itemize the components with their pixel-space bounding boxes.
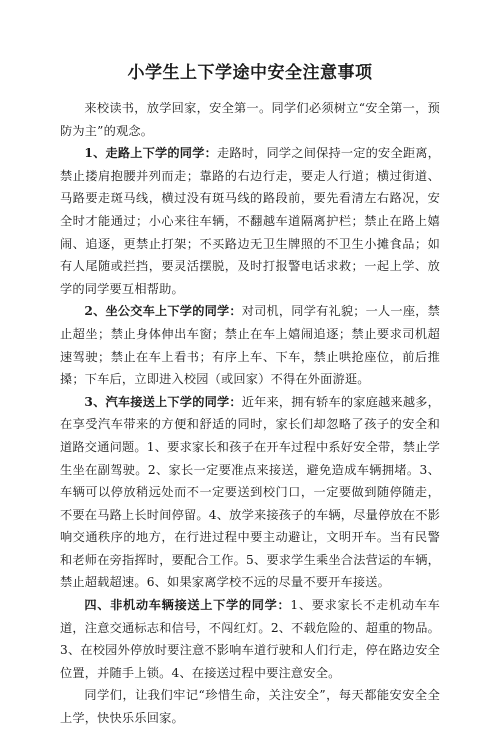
section-bus	[60, 300, 440, 390]
closing-paragraph: 同学们，让我们牢记“珍惜生命，关注安全”，每天都能安安全全上学，快快乐乐回家。	[60, 688, 440, 726]
section-body: 近年来，拥有轿车的家庭越来越多，在享受汽车带来的方便和舒适的同时，家长们却忽略了孩子的安全和道路交通问题。1、要求家长和孩子在开车过程中系好安全带，禁止学生坐在副驾驶。2、家长一定要准点来接送，避免造成车辆拥堵。3、车辆可以停放稍远处而不一定要送到校门口，一定要做到随停随走，不要在马路上长时间停留。4、放学来接孩子的车辆，尽量停放在不影响交通秩序的地方，在行进过程中要主动避让，文明开车。当有民警和老师在旁指挥时，要配合工作。5、要求学生乘坐合法营运的车辆，禁止超载超速。6、如果家离学校不远的尽量不要开车接送。	[60, 394, 440, 590]
section-non-motor	[60, 594, 440, 684]
document-title: 小学生上下学途中安全注意事项	[127, 63, 373, 83]
section-body: 走路时，同学之间保持一定的安全距离，禁止搂肩抱腰并列而走；靠路的右边行走，要走人行道；横过街道、马路要走斑马线，横过没有斑马线的路段前，要先看清左右路况，安全时才能通过；小心来往车辆，不翻越车道隔离护栏；禁止在路上嬉闹、追逐，更禁止打架；不买路边无卫生牌照的不卫生小摊食品；如有人尾随或拦挡，要灵活摆脱，及时打报警电话求救；一起上学、放学的同学要互相帮助。	[60, 146, 440, 296]
section-heading: 3、汽车接送上下学的同学：	[84, 394, 242, 409]
section-heading: 1、走路上下学的同学：	[84, 146, 217, 161]
section-heading: 四、非机动车辆接送上下学的同学：	[84, 598, 291, 613]
section-walking	[60, 142, 440, 300]
intro-paragraph: 来校读书，放学回家，安全第一。同学们必须树立“安全第一，预防为主”的观念。	[60, 101, 440, 138]
section-car	[60, 391, 440, 594]
section-body: 1、要求家长不走机动车车道，注意交通标志和信号，不闯红灯。2、不载危险的、超重的物品。3、在校园外停放时要注意不影响车道行驶和人们行走，停在路边安全位置，并随手上锁。4、在接送过程中要注意安全。	[60, 598, 440, 680]
section-heading: 2、坐公交车上下学的同学：	[84, 304, 242, 319]
section-body: 对司机，同学有礼貌；一人一座，禁止超坐；禁止身体伸出车窗；禁止在车上嬉闹追逐；禁止要求司机超速驾驶；禁止在车上看书；有序上车、下车，禁止哄抢座位，前后推搡；下车后，立即进入校园（或回家）不得在外面游逛。	[60, 304, 440, 387]
